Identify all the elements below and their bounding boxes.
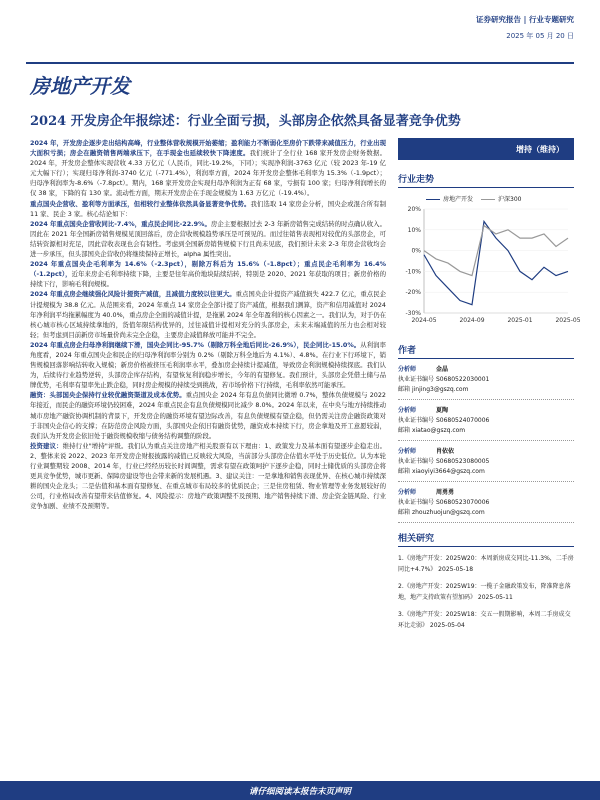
x-tick-label: 2024-09 — [459, 317, 485, 324]
cert-label: 执业证书编号 — [398, 458, 435, 465]
y-tick-label: 10% — [407, 226, 421, 234]
body-paragraph — [30, 259, 386, 289]
analyst-role: 分析师 — [398, 407, 417, 414]
paragraph-lead: 2024 年重点房企归母净利润继续下滑，国央企同比-95.7%（剔除万科全地后同比-26.9%），民企同比-15.0%。 — [30, 340, 361, 349]
analyst-card — [398, 488, 574, 523]
x-tick-label: 2025-01 — [507, 317, 533, 324]
email-label: 邮箱 — [398, 468, 411, 475]
related-report-link[interactable]: 3.《房地产开发：2025W18：交五一假期影响，本周二手房成交环比走弱》 2025-05-04 — [398, 611, 571, 629]
related-report-link[interactable]: 1.《房地产开发：2025W20：本周新房成交同比-11.3%，二手房同比+4.7%》 2025-05-18 — [398, 555, 574, 573]
cert-label: 执业证书编号 — [398, 499, 435, 506]
paragraph-text: 重点国央企 2024 年有息负债同比微增 0.7%，整体负债规模与 2022 年接近，而民企的融资环境仍较困难，2024 年重点民企有息负债规模同比减少 8.0%。2024 年以来，在中央与地方持续推动城市房地产融资协调机制的背景下，开发房企的融资环境有望边际改善，有息负债规模有望企稳，但仍需关注房企融资政策对于非国央企信心的支撑；在防范房企风险方面，头部国央企依旧有融资优势，融资成本持续下行，房企拿地及开工意愿较弱，我们认为开发房企依旧处于融资规模收缩与债务结构调整的阶段。 — [30, 391, 386, 440]
body-paragraph — [30, 199, 386, 219]
y-tick-label: 0% — [411, 247, 421, 255]
analyst-name: 周勇勇 — [436, 489, 455, 496]
related-heading: 相关研究 — [398, 531, 574, 547]
paragraph-text: 房企主要根据过去 2-3 年新房销售完成结转的时点确认收入。因此在 2021 年全国新房销售规模见顶回落后，房企营收规模趋势承压是可预见的。而过往销售表现相对较优的头部房企，可结转资源相对充足，因此营收表现也会有韧性。考虑到全国新房销售规模下行且尚未见底，我们预计未来 2-3 年房企营收均会进一步承压，但头部国央企营收仍将继续保持正增长，alpha 属性突出。 — [30, 219, 386, 259]
cert-label: 执业证书编号 — [398, 417, 435, 424]
trend-chart — [398, 203, 581, 333]
paragraph-text: 重点国央企计提资产减值损失 422.7 亿元，重点民企计提规模为 38.8 亿元。从范围来看，2024 年重点 14 家房企全部计提了资产减值，根据我们测算，资产和信用减值对 2024 年净利润平均拖累幅度为 40.0%，重点房企全面的减值计提，是拖累 2024 年全年盈利的核心因素之一。我们认为，对于仍在核心城市核心区域持续拿地的，货值年限结构优异的，过往减值计提相对充分的头部房企，未来末端减值的压力也会相对较轻；但考虑到目前新房市场量价尚未完全企稳，主要房企减值释放可能并不完全。 — [30, 290, 386, 339]
paragraph-lead: 融资：头部国央企保持行业较优融资渠道及成本优势。 — [30, 391, 186, 400]
y-tick-label: 20% — [407, 206, 421, 213]
legend-item-property: 房地产开发 — [426, 194, 473, 203]
body-paragraph — [30, 441, 386, 512]
paragraph-lead: 2024 年，开发房企逐步走出结构高峰，行业整体营收规模开始萎缩；盈利能力不断弱化至房价下跌带来减值压力，行业出现大面积亏损；房企在融资销售两端承压下，在手现金也延续较快下降速度。 — [30, 139, 386, 158]
x-tick-label: 2024-05 — [411, 317, 437, 324]
analyst-name: 夏陶 — [436, 407, 449, 414]
analyst-card — [398, 406, 574, 441]
cert-number: S0680523070006 — [435, 499, 490, 506]
authors-heading: 作者 — [398, 343, 574, 359]
analyst-card — [398, 447, 574, 482]
header-divider — [26, 62, 574, 64]
analyst-email[interactable]: xiaoyiyi3664@gszq.com — [411, 468, 485, 475]
email-label: 邮箱 — [398, 509, 411, 516]
rating-badge: 增持（维持） — [398, 138, 574, 160]
trend-heading: 行业走势 — [398, 172, 574, 188]
analyst-role: 分析师 — [398, 489, 417, 496]
cert-number: S0680524070006 — [435, 417, 490, 424]
report-date: 2025 年 05 月 20 日 — [506, 32, 574, 40]
analyst-email[interactable]: xiatao@gszq.com — [411, 427, 466, 434]
legend-line-icon — [481, 199, 495, 200]
related-list — [398, 553, 574, 631]
paragraph-text: 我们选取 14 家房企分析，国央企或混合所有制 11 家、民企 3 家。核心结论如下： — [30, 199, 387, 218]
paragraph-lead: 2024 年重点房企继续强化风险计提资产减值，且减值力度较以往更大。 — [30, 290, 236, 299]
analyst-role: 分析师 — [398, 448, 417, 455]
authors-list — [398, 365, 574, 523]
paragraph-text: 我们统计了全行业 168 家开发房企财务数据。2024 年，开发房企整体实现营收 4.33 万亿元（人民币，同比-19.2%，下同）；实现净利润-3763 亿元（较 2023 年-19 亿元大幅下行）；实现归母净利润-3740 亿元（-771.4%），利润率方面，2024 年开发房企整体毛利率为 15.3%（-1.9pct）；归母净利润率为-8.6%（-7.8pct）。期内，168 家开发房企实现归母净利润为正有 68 家，亏损有 100 家；归母净利润增长的仅 38 家，下降的有 130 家。流动性方面，期末开发房企在手现金规模为 1.63 万亿元（-19.4%）。 — [30, 149, 386, 198]
report-header — [476, 14, 574, 41]
body-text — [30, 138, 386, 760]
body-paragraph — [30, 219, 386, 259]
report-headline: 2024 开发房企年报综述：行业全面亏损，头部房企依然具备显著竞争优势 — [30, 114, 461, 129]
paragraph-text: 近年来房企毛利率持续下降，主要是往年高价地块陆续结转，特别是 2020、2021 年获取的项目；新房价格的持续下行，影响毛利润规模。 — [30, 270, 386, 289]
chart-legend — [426, 194, 574, 203]
report-category: 证券研究报告 | 行业专题研究 — [476, 15, 574, 24]
y-tick-label: -20% — [405, 289, 421, 297]
analyst-card — [398, 365, 574, 400]
analyst-name: 金晶 — [436, 366, 449, 373]
footer-disclaimer: 请仔细阅读本报告末页声明 — [0, 781, 600, 800]
paragraph-lead: 投资建议： — [30, 441, 63, 450]
related-report-link[interactable]: 2.《房地产开发：2025W19：一揽子金融政策发布，降准降息落地，地产支持政策有望加码》 2025-05-11 — [398, 583, 571, 601]
paragraph-lead: 重点国央企营收、盈利等方面承压，但相较行业整体依然具备显著竞争优势。 — [30, 199, 251, 208]
analyst-name: 肖依依 — [436, 448, 455, 455]
paragraph-text: 从利润率角度看，2024 年重点国央企和民企的归母净利润率分别为 0.2%（剔除万科全地后为 4.1%）、4.8%。在行业下行环境下，销售规模回落影响结转收入规模；新房价格被挤压毛利润率水平，叠加房企持续计提减值，导致房企利润规模持续探底。我们认为，后续待行业趋势逆转，头部房企库存结构，有望恢复利润稳步增长，今年的有望修复。我们预计，头部房企凭借土储与品牌优势，毛利率有望率先止跌企稳，同时房企规模的持续受到挑战，若市场价格下行持续，毛利率依然可能承压。 — [30, 340, 387, 390]
analyst-email[interactable]: jinjing3@gszq.com — [411, 386, 469, 393]
analyst-role: 分析师 — [398, 366, 417, 373]
paragraph-text: 维持行业"增持"评级。我们认为重点关注房地产相关股票有以下理由：1、政策发力及基本面有望逐步企稳走出。2、整体来说 2022、2023 年开发房企财报披露的减值已反映较大风险，当前部分头部房企估值水平处于历史低位。认为本轮行业调整期较 2008、2014 年，行业已经经历较长时间调整，需求有望在政策呵护下逐步企稳，同时土储优质的头部房企将更具竞争优势，城市更新、保障房建设等也会带来新的发展机遇。3、建议关注：一是拿地和销售表现优异、在核心城市持续深耕的国央企龙头；二是估值和基本面有望修复、在重点城市布局较多的优质民企；三是住房租赁、物业管理等业务发展较好的公司，行业格局改善有望带来估值修复。4、风险提示：房地产政策调整不及预期、地产销售持续下滑、房企资金链风险、行业竞争加剧、业绩不及预期等。 — [30, 441, 386, 511]
sidebar — [398, 138, 581, 637]
email-label: 邮箱 — [398, 427, 411, 434]
y-tick-label: -10% — [405, 268, 421, 276]
cert-number: S0680522030001 — [435, 376, 490, 383]
paragraph-lead: 2024 年重点国央企毛利率为 14.6%（-2.3pct），剔除万科后为 15.6%（-1.8pct）；重点民企毛利率为 16.4%（-1.2pct）， — [30, 260, 386, 279]
email-label: 邮箱 — [398, 386, 411, 393]
legend-line-icon — [426, 199, 440, 200]
section-title: 房地产开发 — [30, 74, 130, 98]
body-paragraph — [30, 138, 386, 199]
analyst-email[interactable]: zhouzhuojun@gszq.com — [411, 509, 485, 516]
body-paragraph — [30, 340, 386, 390]
y-tick-label: -30% — [405, 310, 421, 317]
x-tick-label: 2025-05 — [555, 317, 581, 324]
legend-item-csi300: 沪深300 — [481, 194, 521, 203]
body-paragraph — [30, 390, 386, 440]
cert-number: S0680523080005 — [435, 458, 490, 465]
body-paragraph — [30, 289, 386, 339]
paragraph-lead: 2024 年重点国央企营收同比-7.4%，重点民企同比-22.9%。 — [30, 219, 211, 228]
cert-label: 执业证书编号 — [398, 376, 435, 383]
